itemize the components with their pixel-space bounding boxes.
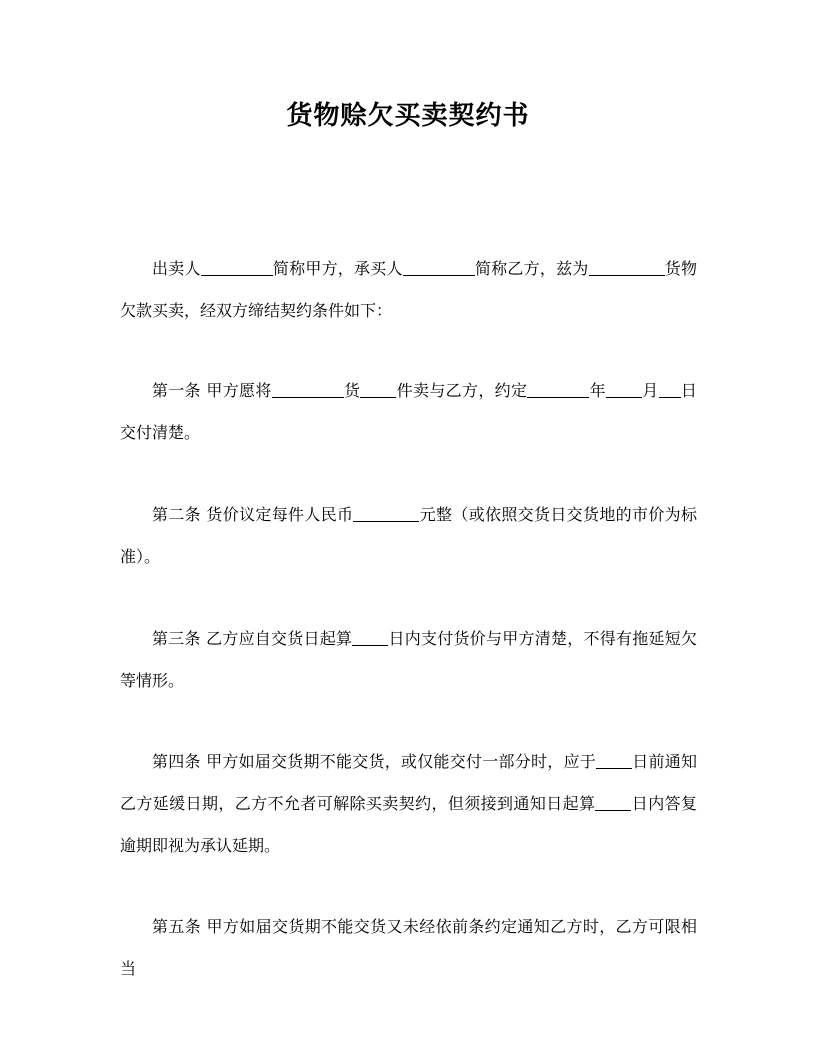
article-5-paragraph: [120, 906, 697, 990]
payment-days-blank[interactable]: [352, 627, 388, 646]
seller-name-blank[interactable]: [201, 257, 273, 276]
article-2-paragraph: [120, 494, 697, 578]
article-2-text-2: 元整（或依照交货日交货地的市价为标准）。: [120, 505, 697, 566]
article-3-text-2: 日内支付货价与甲方清楚，不得有拖延短欠等情形。: [120, 629, 697, 690]
article-1-text-1: 第一条 甲方愿将: [152, 381, 272, 400]
article-5-text-1: 第五条 甲方如届交货期不能交货又未经依前条约定通知乙方时，乙方可限相当: [120, 917, 697, 978]
article-4-paragraph: [120, 741, 697, 867]
preamble-text-4: 货物欠款买卖，经双方缔结契约条件如下：: [120, 259, 697, 320]
article-1-text-2: 货: [343, 381, 361, 400]
article-3-paragraph: [120, 618, 697, 702]
delivery-year-blank[interactable]: [527, 379, 589, 398]
article-1-text-4: 年: [589, 381, 606, 400]
article-2-text-1: 第二条 货价议定每件人民币: [152, 505, 354, 524]
delivery-day-blank[interactable]: [659, 379, 681, 398]
preamble-paragraph: [120, 248, 697, 332]
delivery-month-blank[interactable]: [606, 379, 642, 398]
article-4-text-2: 日前通知乙方延缓日期，乙方不允者可解除买卖契约，但须接到通知日起算: [120, 752, 697, 813]
article-4-text-1: 第四条 甲方如届交货期不能交货，或仅能交付一部分时，应于: [152, 752, 596, 771]
goods-quantity-blank[interactable]: [360, 379, 396, 398]
article-3-text-1: 第三条 乙方应自交货日起算: [152, 629, 353, 648]
unit-price-blank[interactable]: [353, 503, 419, 522]
article-1-paragraph: [120, 370, 697, 454]
preamble-text-1: 出卖人: [152, 259, 201, 278]
article-1-text-5: 月: [641, 381, 659, 400]
article-1-text-3: 件卖与乙方，约定: [396, 381, 528, 400]
goods-name-blank[interactable]: [272, 379, 344, 398]
preamble-text-2: 简称甲方，承买人: [272, 259, 403, 278]
goods-purpose-blank[interactable]: [589, 257, 665, 276]
reply-days-blank[interactable]: [595, 792, 631, 811]
article-1-text-6: 日交付清楚。: [120, 381, 697, 442]
buyer-name-blank[interactable]: [403, 257, 475, 276]
document-title: 货物赊欠买卖契约书: [286, 101, 530, 131]
notice-days-blank[interactable]: [596, 750, 632, 769]
article-4-text-3: 日内答复逾期即视为承认延期。: [120, 794, 697, 855]
preamble-text-3: 简称乙方，兹为: [474, 259, 589, 278]
